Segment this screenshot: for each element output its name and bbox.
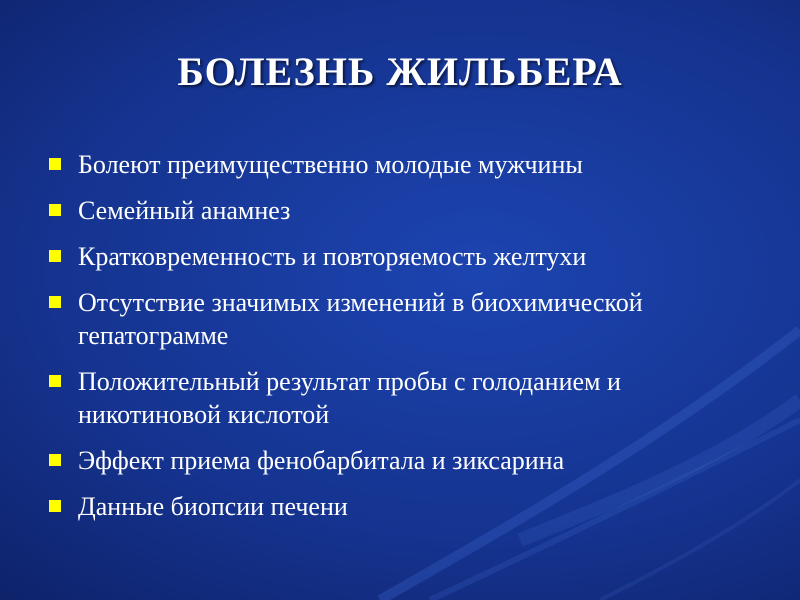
list-item	[46, 286, 766, 352]
bullet-text: Эффект приема фенобарбитала и зиксарина	[78, 446, 565, 475]
list-item	[46, 365, 766, 431]
bullet-list	[46, 148, 766, 536]
list-item	[46, 194, 766, 227]
bullet-text: Отсутствие значимых изменений в биохимической гепатограмме	[78, 288, 643, 350]
list-item	[46, 490, 766, 523]
bullet-text: Положительный результат пробы с голоданием и никотиновой кислотой	[78, 367, 621, 429]
list-item	[46, 148, 766, 181]
square-bullet-icon	[49, 375, 61, 387]
square-bullet-icon	[49, 250, 61, 262]
slide-title: БОЛЕЗНЬ ЖИЛЬБЕРА	[177, 49, 623, 94]
square-bullet-icon	[49, 204, 61, 216]
square-bullet-icon	[49, 454, 61, 466]
list-item	[46, 444, 766, 477]
bullet-text: Семейный анамнез	[78, 196, 291, 225]
square-bullet-icon	[49, 296, 61, 308]
square-bullet-icon	[49, 500, 61, 512]
square-bullet-icon	[49, 158, 61, 170]
list-item	[46, 240, 766, 273]
bullet-text: Кратковременность и повторяемость желтухи	[78, 242, 587, 271]
bullet-text: Болеют преимущественно молодые мужчины	[78, 150, 583, 179]
bullet-text: Данные биопсии печени	[78, 492, 348, 521]
